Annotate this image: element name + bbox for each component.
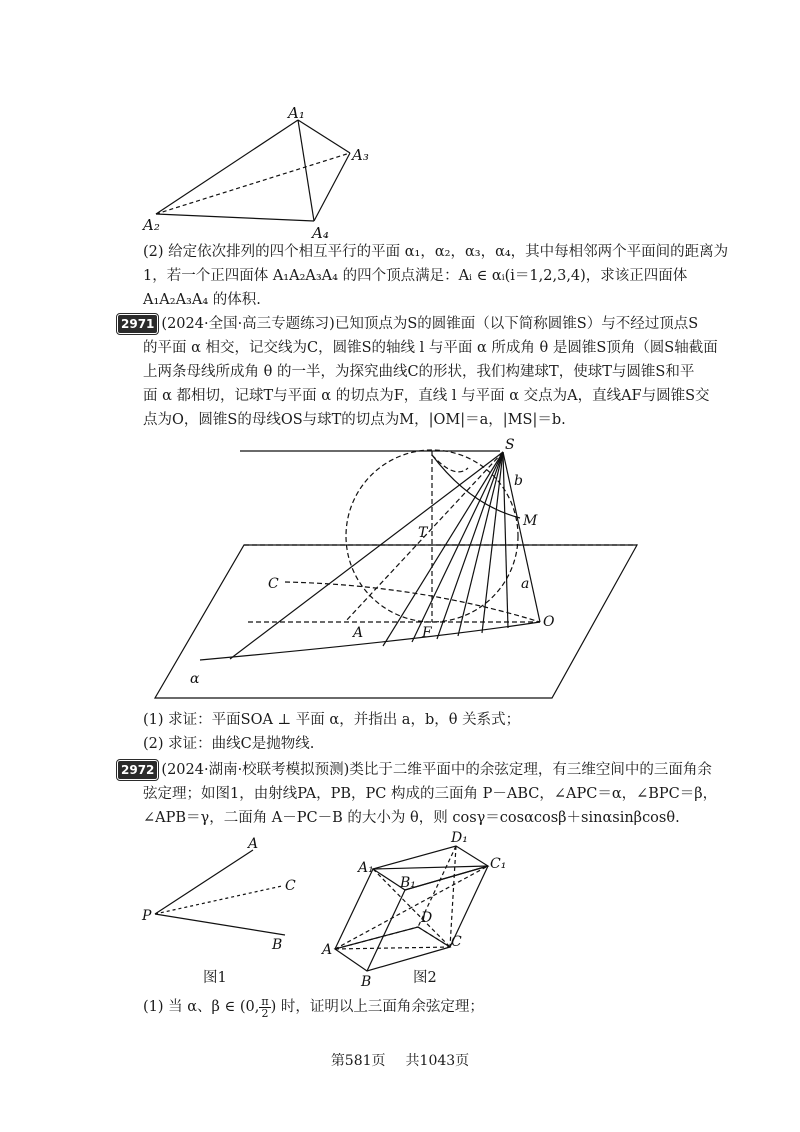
fig2-label-b: B	[361, 974, 372, 990]
pi-over-2-fraction	[259, 996, 270, 1019]
fig2-caption: 图2	[413, 970, 437, 986]
label-f: F	[422, 625, 432, 641]
problem-2971-line2: 的平面 α 相交，记交线为C，圆锥S的轴线 l 与平面 α 所成角 θ 是圆锥S顶角（圆S轴截面	[143, 340, 718, 356]
page-footer	[0, 1050, 800, 1070]
fig2-label-d1: D₁	[451, 830, 468, 846]
problem-2971-line3: 上两条母线所成角 θ 的一半，为探究曲线C的形状，我们构建球T，使球T与圆锥S和平	[143, 364, 695, 380]
total-pages: 共1043页	[405, 1053, 470, 1069]
problem-2972-text1: (2024·湖南·校联考模拟预测)类比于二维平面中的余弦定理，有三维空间中的三面角余	[161, 762, 712, 778]
fig1-label-a: A	[248, 836, 259, 852]
label-b: b	[514, 473, 523, 489]
label-a-point: A	[353, 625, 364, 641]
problem-2971-line5: 点为O，圆锥S的母线OS与球T的切点为M，|OM|＝a，|MS|＝b.	[143, 412, 566, 428]
label-m: M	[523, 513, 538, 529]
label-a1: A₁	[288, 104, 305, 122]
fig2-label-b1: B₁	[400, 875, 416, 891]
frac-num: π	[261, 994, 269, 1008]
q1-close: )	[270, 999, 277, 1015]
label-a: a	[521, 576, 530, 592]
fig2-label-a1: A₁	[358, 860, 374, 876]
problem-2971-q2: (2) 求证：曲线C是抛物线.	[143, 736, 315, 752]
fig1-label-b: B	[272, 937, 283, 953]
problem-2972-q1	[143, 993, 484, 1021]
prev-q2-line2: 1，若一个正四面体 A₁A₂A₃A₄ 的四个顶点满足：Aᵢ ∈ αᵢ(i＝1,2,3,4)，求该正四面体	[143, 268, 688, 284]
label-a2: A₂	[143, 216, 160, 234]
q1-prefix: (1) 当 α、β ∈	[143, 999, 240, 1015]
problem-2971-text1: (2024·全国·高三专题练习)已知顶点为S的圆锥面（以下简称圆锥S）与不经过顶点S	[161, 316, 699, 332]
problem-2971-q1: (1) 求证：平面SOA ⊥ 平面 α，并指出 a，b，θ 关系式；	[143, 712, 521, 728]
fig2-label-c: C	[451, 934, 462, 950]
label-c: C	[268, 576, 279, 592]
problem-2972-line2: 弦定理；如图1，由射线PA，PB，PC 构成的三面角 P－ABC，∠APC＝α，∠BPC＝β，	[143, 786, 718, 802]
prev-q2-line3: A₁A₂A₃A₄ 的体积.	[143, 292, 261, 308]
label-a4: A₄	[312, 224, 329, 242]
problem-2971-line4: 面 α 都相切，记球T与平面 α 的切点为F，直线 l 与平面 α 交点为A，直线AF与圆锥S交	[143, 388, 710, 404]
fig1-caption: 图1	[203, 970, 227, 986]
frac-den: 2	[261, 1006, 269, 1020]
problem-2972-line3: ∠APB＝γ，二面角 A－PC－B 的大小为 θ，则 cosγ＝cosαcosβ＋sinαsinβcosθ.	[143, 810, 680, 826]
fig2-label-c1: C₁	[490, 856, 507, 872]
label-t: T	[418, 525, 428, 541]
page-number: 第581页	[330, 1053, 386, 1069]
prev-q2-line1: (2) 给定依次排列的四个相互平行的平面 α₁，α₂，α₃，α₄，其中每相邻两个平面间的距离为	[143, 244, 729, 260]
problem-number-badge: 2971	[118, 315, 157, 333]
label-s: S	[505, 437, 515, 453]
q1-open: (0,	[239, 999, 260, 1015]
fig1-label-c: C	[285, 878, 296, 894]
fig2-label-d: D	[421, 910, 433, 926]
label-a3: A₃	[352, 146, 369, 164]
label-alpha: α	[190, 671, 200, 687]
problem-number-badge: 2972	[118, 761, 157, 779]
fig2-label-a: A	[322, 942, 333, 958]
q1-suffix: 时，证明以上三面角余弦定理；	[276, 999, 484, 1015]
label-o: O	[543, 614, 555, 630]
fig1-label-p: P	[142, 908, 152, 924]
